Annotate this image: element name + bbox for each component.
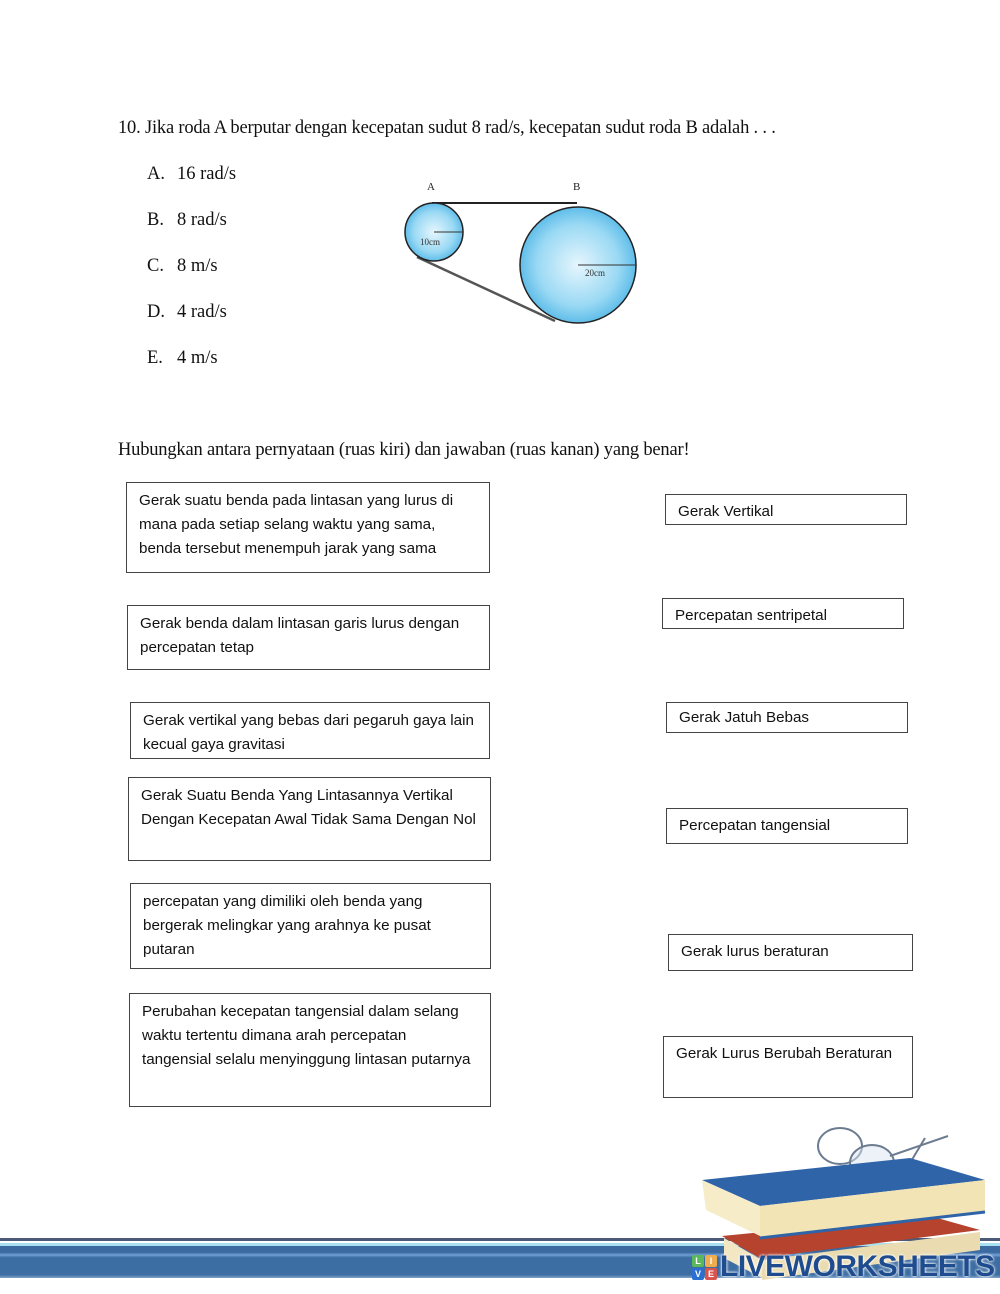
option-letter: A. bbox=[147, 164, 165, 184]
logo-tile-v: V bbox=[692, 1268, 704, 1280]
option-value: 4 m/s bbox=[177, 348, 218, 368]
left-statement-4[interactable]: Gerak Suatu Benda Yang Lintasannya Vertikal Dengan Kecepatan Awal Tidak Sama Dengan Nol bbox=[128, 777, 491, 861]
option-c[interactable] bbox=[147, 256, 218, 277]
right-answer-5[interactable]: Gerak lurus beraturan bbox=[668, 934, 913, 971]
logo-tile-l: L bbox=[692, 1255, 704, 1267]
option-value: 16 rad/s bbox=[177, 164, 237, 184]
right-answer-6[interactable]: Gerak Lurus Berubah Beraturan bbox=[663, 1036, 913, 1098]
radius-label-a: 10cm bbox=[420, 237, 440, 247]
option-e[interactable] bbox=[147, 348, 218, 369]
left-statement-5[interactable]: percepatan yang dimiliki oleh benda yang bergerak melingkar yang arahnya ke pusat putaran bbox=[130, 883, 491, 969]
option-value: 8 rad/s bbox=[177, 210, 227, 230]
option-a[interactable] bbox=[147, 164, 236, 185]
matching-instruction: Hubungkan antara pernyataan (ruas kiri) dan jawaban (ruas kanan) yang benar! bbox=[118, 440, 690, 460]
logo-tile-e: E bbox=[705, 1268, 717, 1280]
label-wheel-a: A bbox=[427, 181, 435, 193]
option-b[interactable] bbox=[147, 210, 227, 231]
liveworksheets-logo[interactable] bbox=[692, 1252, 995, 1282]
radius-label-b: 20cm bbox=[585, 268, 605, 278]
option-value: 4 rad/s bbox=[177, 302, 227, 322]
right-answer-2[interactable]: Percepatan sentripetal bbox=[662, 598, 904, 629]
right-answer-4[interactable]: Percepatan tangensial bbox=[666, 808, 908, 844]
left-statement-3[interactable]: Gerak vertikal yang bebas dari pegaruh gaya lain kecual gaya gravitasi bbox=[130, 702, 490, 759]
left-statement-2[interactable]: Gerak benda dalam lintasan garis lurus dengan percepatan tetap bbox=[127, 605, 490, 670]
question-10-text: 10. Jika roda A berputar dengan kecepatan sudut 8 rad/s, kecepatan sudut roda B adalah . . . bbox=[118, 118, 776, 138]
option-letter: D. bbox=[147, 302, 165, 322]
option-letter: B. bbox=[147, 210, 164, 230]
logo-wordmark: LIVEWORKSHEETS bbox=[720, 1250, 995, 1283]
option-letter: E. bbox=[147, 348, 163, 368]
pulley-diagram bbox=[395, 175, 655, 335]
logo-tile-i: I bbox=[705, 1255, 717, 1267]
option-d[interactable] bbox=[147, 302, 227, 323]
right-answer-3[interactable]: Gerak Jatuh Bebas bbox=[666, 702, 908, 733]
option-value: 8 m/s bbox=[177, 256, 218, 276]
left-statement-1[interactable]: Gerak suatu benda pada lintasan yang lurus di mana pada setiap selang waktu yang sama, benda tersebut menempuh jarak yang sama bbox=[126, 482, 490, 573]
right-answer-1[interactable]: Gerak Vertikal bbox=[665, 494, 907, 525]
label-wheel-b: B bbox=[573, 181, 581, 193]
left-statement-6[interactable]: Perubahan kecepatan tangensial dalam selang waktu tertentu dimana arah percepatan tangensial selalu menyinggung lintasan putarnya bbox=[129, 993, 491, 1107]
option-letter: C. bbox=[147, 256, 164, 276]
logo-tiles-icon bbox=[692, 1255, 717, 1280]
